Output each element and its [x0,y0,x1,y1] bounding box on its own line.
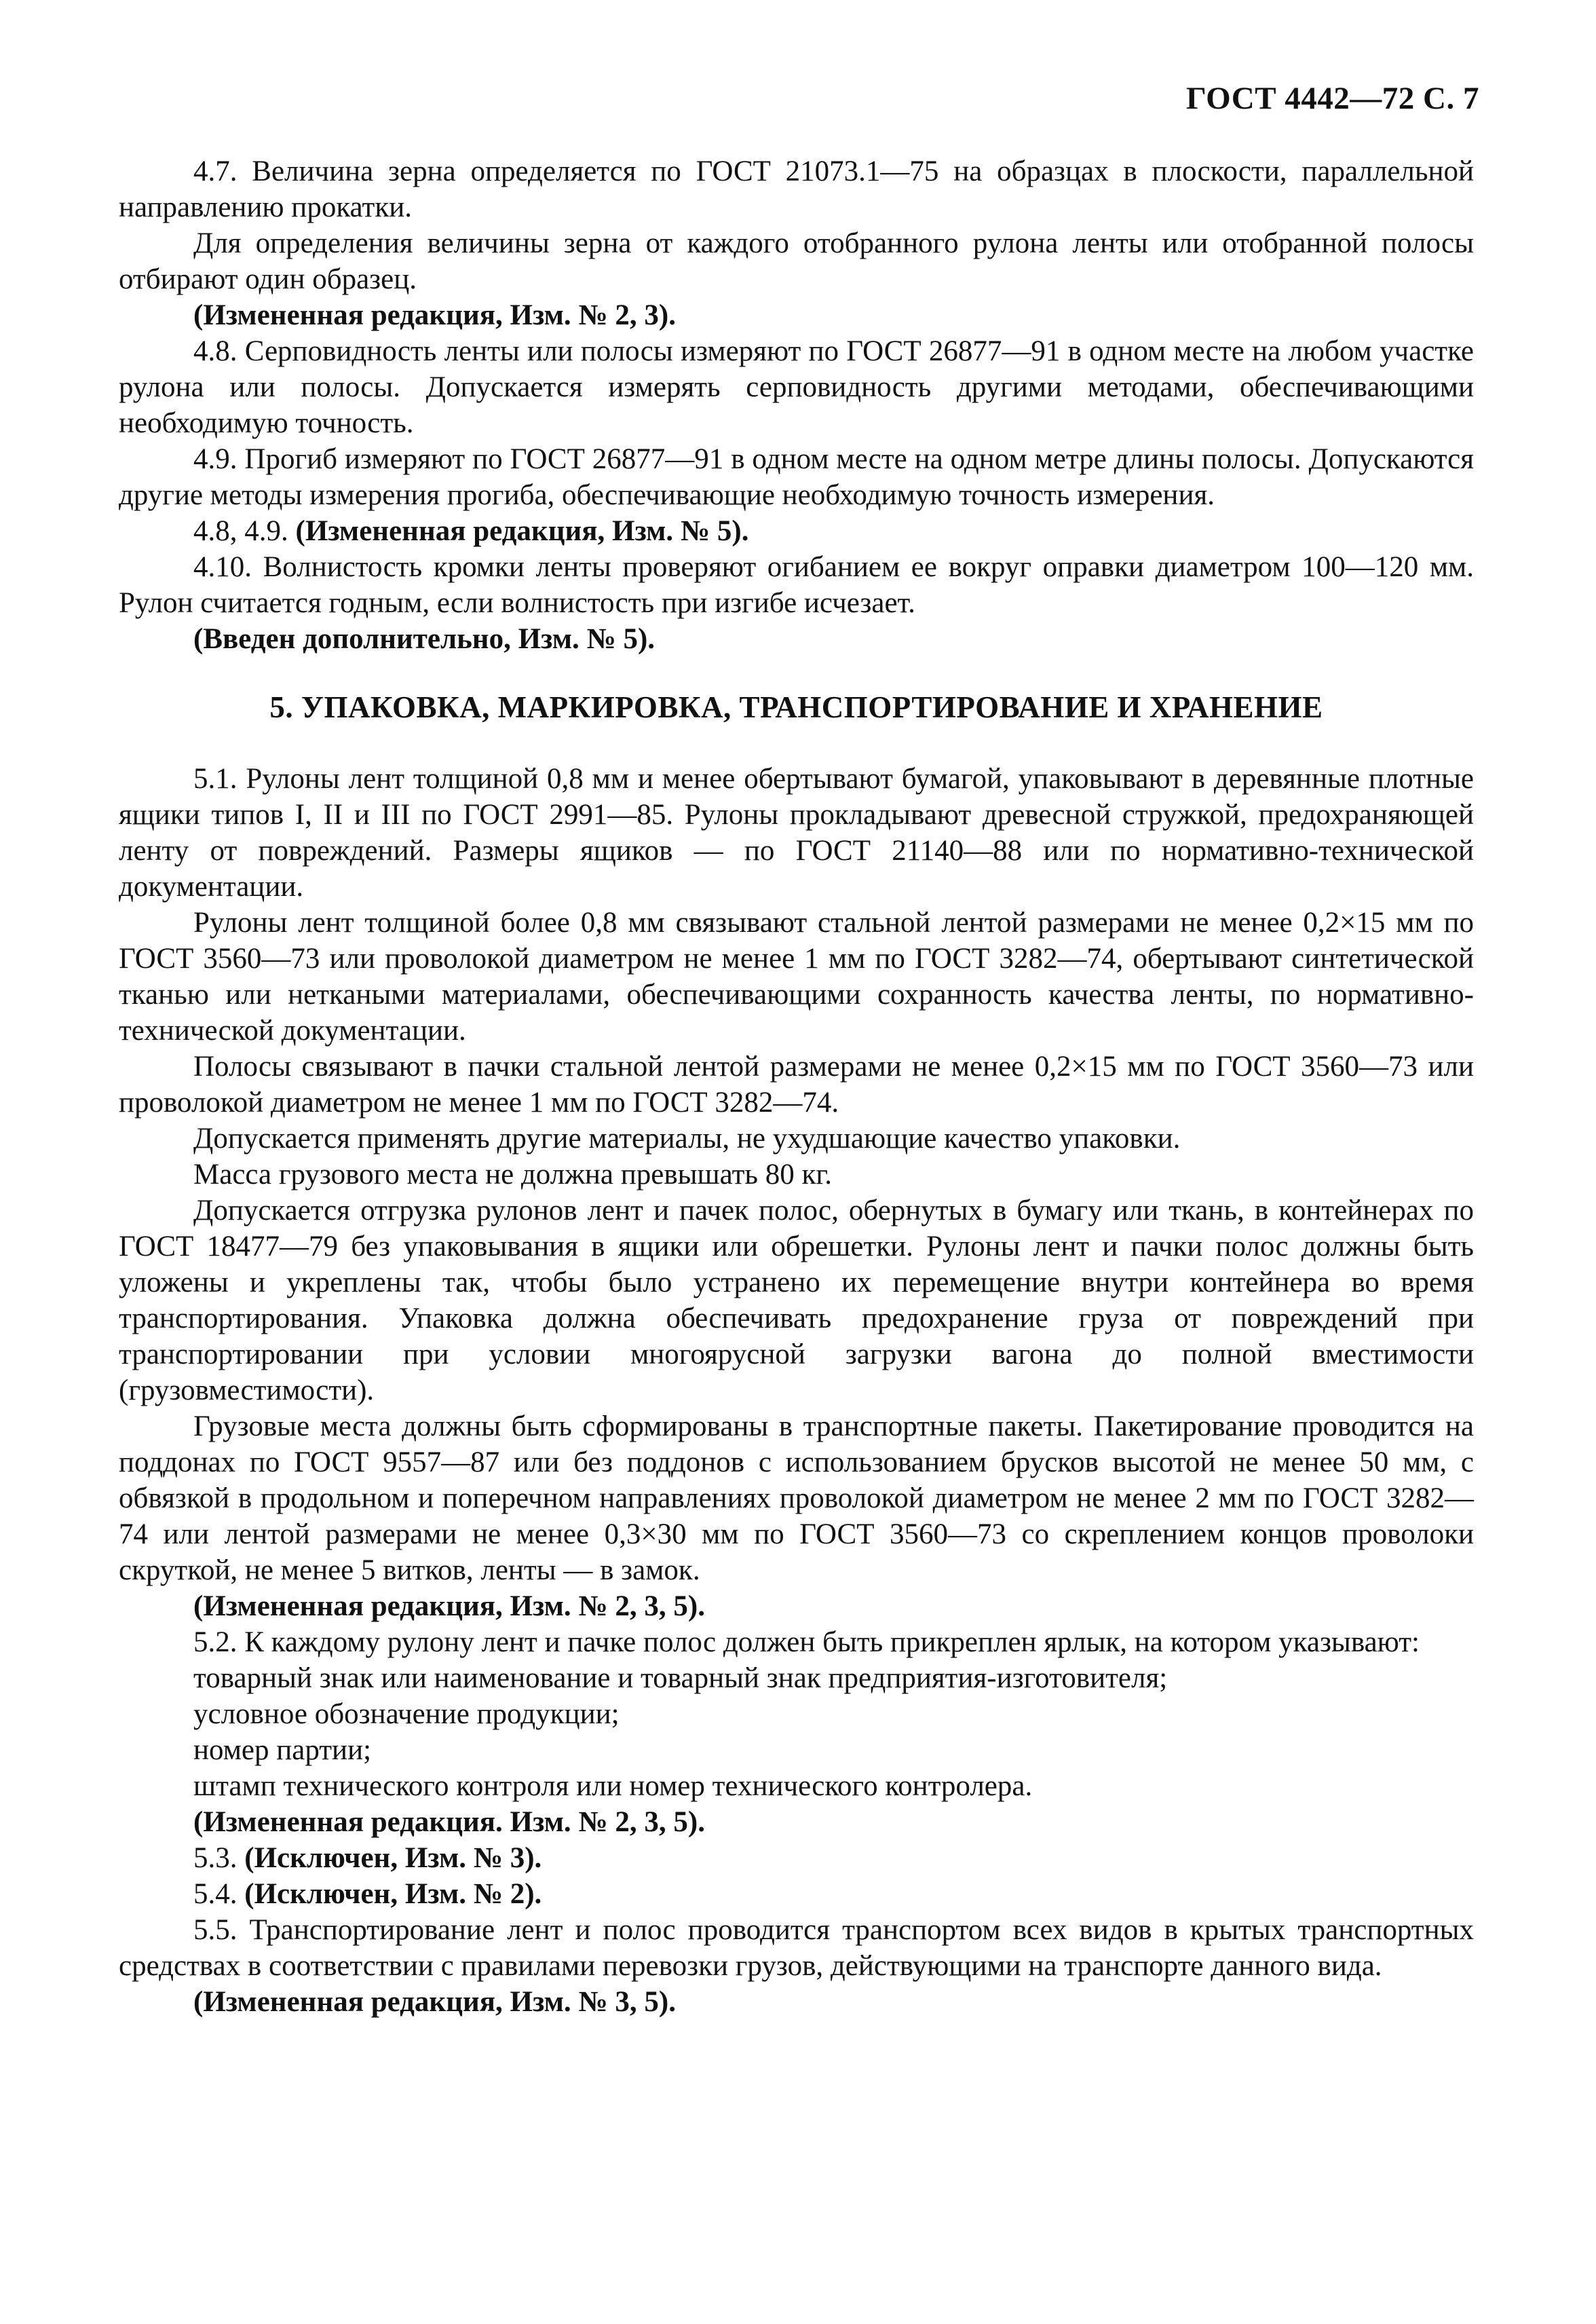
clause-number: 5.3. [193,1842,245,1874]
paragraph-4-7: 4.7. Величина зерна определяется по ГОСТ 21073.1—75 на образцах в плоскости, параллельной направлению прокатки. [119,155,1474,223]
paragraph-4-9: 4.9. Прогиб измеряют по ГОСТ 26877—91 в одном месте на одном метре длины полосы. Допускаются другие методы измерения прогиба, обеспечивающие необходимую точность измерения. [119,443,1474,511]
clause-number: 5.4. [193,1878,245,1910]
paragraph-5-1-thick-rolls: Рулоны лент толщиной более 0,8 мм связывают стальной лентой размерами не менее 0,2×15 мм по ГОСТ 3560—73 или проволокой диаметром не менее 1 мм по ГОСТ 3282—74, обертывают синтетической тканью или неткаными материалами, обеспечивающими сохранность качества ленты, по нормативно-технической документации. [119,907,1474,1047]
excluded-note: (Исключен, Изм. № 3). [244,1842,542,1874]
paragraph-5-1-containers: Допускается отгрузка рулонов лент и пачек полос, обернутых в бумагу или ткань, в контейнерах по ГОСТ 18477—79 без упаковывания в ящики или обрешетки. Рулоны лент и пачки полос должны быть уложены и укреплены так, чтобы было устранено их перемещение внутри контейнера во время транспортирования. Упаковка должна обеспечивать предохранение груза от повреждений при транспортировании при условии многоярусной загрузки вагона до полной вместимости (грузовместимости). [119,1195,1474,1406]
page-header: ГОСТ 4442—72 С. 7 [1185,81,1479,116]
amendment-note: (Измененная редакция, Изм. № 2, 3). [193,299,676,331]
paragraph-5-1-packages: Грузовые места должны быть сформированы в транспортные пакеты. Пакетирование проводится на поддонах по ГОСТ 9557—87 или без поддонов с использованием брусков высотой не менее 50 мм, с обвязкой в продольном и поперечном направлениях проволокой диаметром не менее 2 мм по ГОСТ 3282—74 или лентой размерами не менее 0,3×30 мм по ГОСТ 3560—73 со скреплением концов проволоки скруткой, не менее 5 витков, ленты — в замок. [119,1410,1474,1586]
section-5-title: 5. УПАКОВКА, МАРКИРОВКА, ТРАНСПОРТИРОВАНИЕ И ХРАНЕНИЕ [269,690,1323,724]
amendment-text: (Измененная редакция, Изм. № 5). [295,515,749,547]
list-item: условное обозначение продукции; [193,1698,620,1730]
excluded-note: (Исключен, Изм. № 2). [244,1878,542,1910]
paragraph-4-10: 4.10. Волнистость кромки ленты проверяют огибанием ее вокруг оправки диаметром 100—120 мм. Рулон считается годным, если волнистость при изгибе исчезает. [119,551,1474,619]
paragraph-5-1-materials: Допускается применять другие материалы, не ухудшающие качество упаковки. [193,1123,1181,1155]
paragraph-4-7-sample: Для определения величины зерна от каждого отобранного рулона ленты или отобранной полосы отбирают один образец. [119,227,1474,295]
paragraph-5-3 [119,1840,1474,1876]
document-body [119,153,1474,2020]
amendment-note: (Измененная редакция, Изм. № 3, 5). [193,1986,676,2018]
list-item: штамп технического контроля или номер технического контролера. [193,1770,1033,1802]
amendment-note: (Измененная редакция, Изм. № 2, 3, 5). [193,1590,705,1622]
paragraph-5-1-strips: Полосы связывают в пачки стальной лентой размерами не менее 0,2×15 мм по ГОСТ 3560—73 или проволокой диаметром не менее 1 мм по ГОСТ 3282—74. [119,1051,1474,1119]
list-item: номер партии; [193,1734,372,1766]
paragraph-5-1: 5.1. Рулоны лент толщиной 0,8 мм и менее обертывают бумагой, упаковывают в деревянные плотные ящики типов I, II и III по ГОСТ 2991—85. Рулоны прокладывают древесной стружкой, предохраняющей ленту от повреждений. Размеры ящиков — по ГОСТ 21140—88 или по нормативно-технической документации. [119,763,1474,903]
addition-note: (Введен дополнительно, Изм. № 5). [193,623,656,655]
amendment-note-4-8-4-9 [119,513,1474,549]
paragraph-5-2: 5.2. К каждому рулону лент и пачке полос должен быть прикреплен ярлык, на котором указывают: [193,1626,1420,1658]
list-item: товарный знак или наименование и товарный знак предприятия-изготовителя; [193,1662,1168,1694]
paragraph-5-5: 5.5. Транспортирование лент и полос проводится транспортом всех видов в крытых транспортных средствах в соответствии с правилами перевозки грузов, действующими на транспорте данного вида. [119,1914,1474,1982]
clause-ref: 4.8, 4.9. [193,515,296,547]
paragraph-4-8: 4.8. Серповидность ленты или полосы измеряют по ГОСТ 26877—91 в одном месте на любом участке рулона или полосы. Допускается измерять серповидность другими методами, обеспечивающими необходимую точность. [119,335,1474,439]
paragraph-5-1-mass: Масса грузового места не должна превышать 80 кг. [193,1159,832,1191]
paragraph-5-4 [119,1876,1474,1912]
amendment-note: (Измененная редакция. Изм. № 2, 3, 5). [193,1806,705,1838]
